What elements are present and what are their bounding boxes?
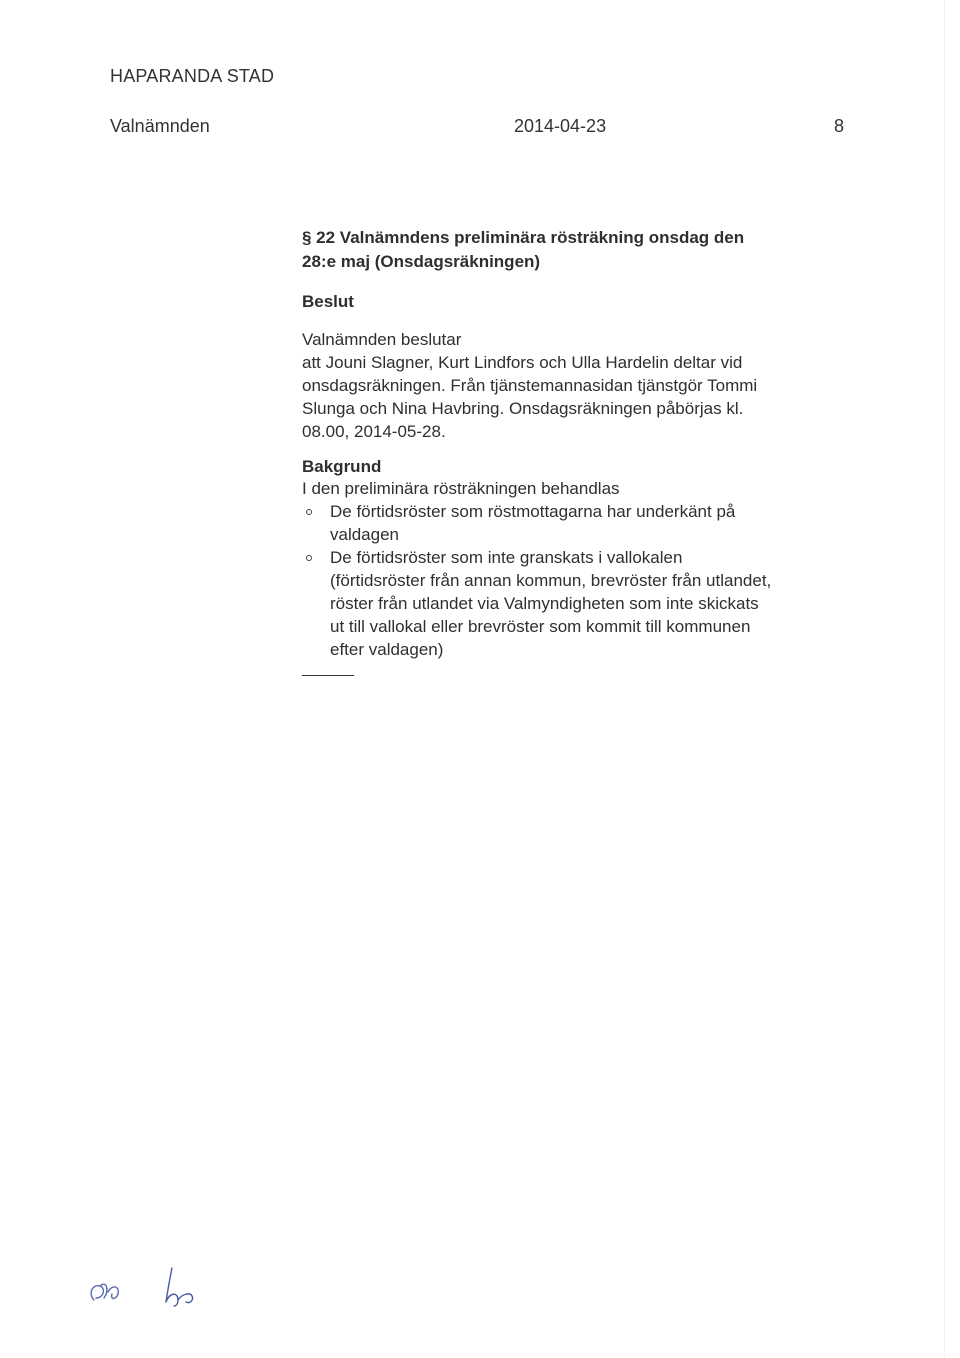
bullet-line: röster från utlandet via Valmyndigheten som inte skickats	[330, 594, 759, 613]
beslut-line: onsdagsräkningen. Från tjänstemannasidan tjänstgör Tommi	[302, 376, 758, 395]
bakgrund-intro: I den preliminära rösträkningen behandlas	[302, 479, 620, 498]
bullet-icon	[306, 555, 312, 561]
bullet-line: valdagen	[330, 525, 400, 544]
beslut-heading: Beslut	[302, 292, 354, 311]
scan-edge-shadow	[944, 0, 945, 1358]
bullet-line: efter valdagen)	[330, 640, 444, 659]
beslut-line: 08.00, 2014-05-28.	[302, 422, 446, 441]
section-title-line-1: § 22 Valnämndens preliminära rösträkning onsdag den	[302, 228, 745, 247]
bakgrund-heading: Bakgrund	[302, 457, 382, 476]
bullet-item	[302, 500, 840, 546]
section-content	[302, 226, 862, 676]
committee-name: Valnämnden	[110, 116, 210, 136]
beslut-text	[302, 328, 822, 443]
beslut-line: Valnämnden beslutar	[302, 330, 462, 349]
bullet-line: ut till vallokal eller brevröster som kommit till kommunen	[330, 617, 751, 636]
beslut-line: Slunga och Nina Havbring. Onsdagsräkningen påbörjas kl.	[302, 399, 744, 418]
section-end-rule	[302, 675, 354, 676]
section-title-line-2: 28:e maj (Onsdagsräkningen)	[302, 252, 541, 271]
bullet-line: (förtidsröster från annan kommun, brevröster från utlandet,	[330, 571, 772, 590]
page-number: 8	[834, 116, 845, 136]
bullet-line: De förtidsröster som röstmottagarna har underkänt på	[330, 502, 736, 521]
meeting-date: 2014-04-23	[514, 116, 607, 136]
beslut-line: att Jouni Slagner, Kurt Lindfors och Ulla Hardelin deltar vid	[302, 353, 743, 372]
handwritten-initials-icon	[86, 1262, 216, 1312]
bullet-icon	[306, 509, 312, 515]
bakgrund-bullet-list	[302, 500, 862, 661]
organization-name: HAPARANDA STAD	[110, 66, 275, 86]
bullet-line: De förtidsröster som inte granskats i vallokalen	[330, 548, 683, 567]
bullet-item	[302, 546, 840, 661]
